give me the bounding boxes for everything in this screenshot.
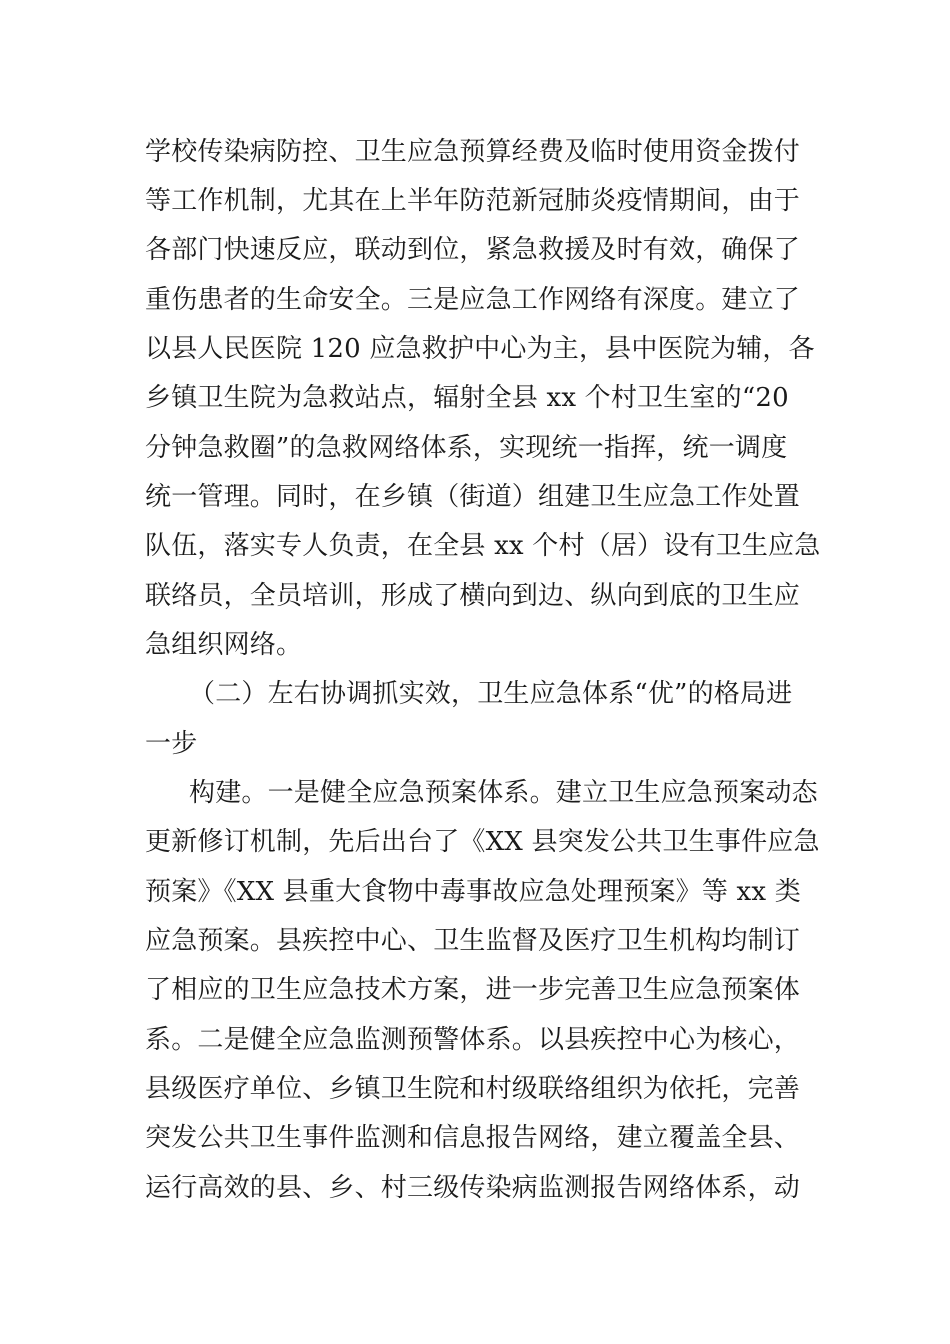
text-line: 应急预案。县疾控中心、卫生监督及医疗卫生机构均制订 [145, 926, 801, 956]
section-heading: （二）左右协调抓实效，卫生应急体系“优”的格局进 [189, 679, 793, 709]
text-line: 系。二是健全应急监测预警体系。以县疾控中心为核心， [145, 1025, 801, 1055]
text-line: 各部门快速反应，联动到位，紧急救援及时有效，确保了 [145, 235, 801, 265]
text-line: 急组织网络。 [145, 630, 303, 660]
text-line: 突发公共卫生事件监测和信息报告网络，建立覆盖全县、 [145, 1123, 801, 1153]
text-line: 预案》《XX 县重大食物中毒事故应急处理预案》等 xx 类 [145, 877, 801, 907]
text-line: 更新修订机制，先后出台了《XX 县突发公共卫生事件应急 [145, 827, 820, 857]
text-line: 分钟急救圈”的急救网络体系，实现统一指挥，统一调度 [145, 433, 788, 463]
text-line: 运行高效的县、乡、村三级传染病监测报告网络体系，动 [145, 1173, 801, 1203]
text-line: 以县人民医院 120 应急救护中心为主，县中医院为辅，各 [145, 334, 815, 364]
text-line: 县级医疗单位、乡镇卫生院和村级联络组织为依托，完善 [145, 1074, 801, 1104]
text-line: 重伤患者的生命安全。三是应急工作网络有深度。建立了 [145, 285, 801, 315]
text-line: 联络员，全员培训，形成了横向到边、纵向到底的卫生应 [145, 581, 801, 611]
text-line: 统一管理。同时，在乡镇（街道）组建卫生应急工作处置 [145, 482, 801, 512]
text-line: 学校传染病防控、卫生应急预算经费及临时使用资金拨付 [145, 137, 801, 167]
paragraph-first-line: 构建。一是健全应急预案体系。建立卫生应急预案动态 [189, 778, 818, 808]
text-line: 乡镇卫生院为急救站点，辐射全县 xx 个村卫生室的“20 [145, 383, 789, 413]
text-line: 等工作机制，尤其在上半年防范新冠肺炎疫情期间，由于 [145, 186, 801, 216]
section-heading-continuation: 一步 [145, 729, 198, 759]
text-line: 队伍，落实专人负责，在全县 xx 个村（居）设有卫生应急 [145, 531, 821, 561]
text-line: 了相应的卫生应急技术方案，进一步完善卫生应急预案体 [145, 975, 801, 1005]
